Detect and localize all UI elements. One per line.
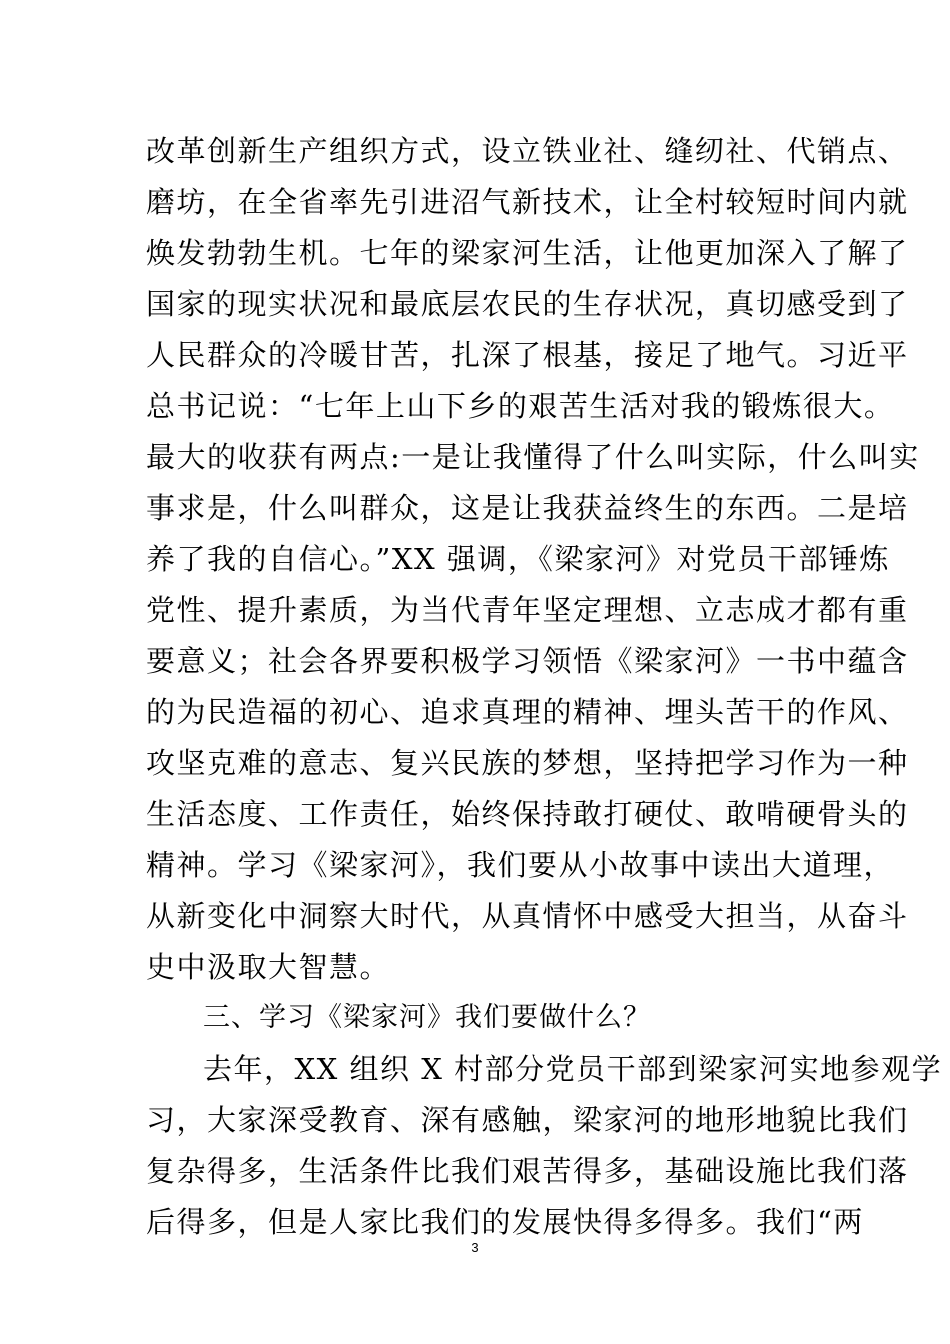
body-text-line: 攻坚克难的意志、复兴民族的梦想，坚持把学习作为一种 [146,746,909,780]
page-number: 3 [471,1240,479,1255]
body-text-line: 生活态度、工作责任，始终保持敢打硬仗、敢啃硬骨头的 [146,797,909,831]
body-text-line: 精神。学习《梁家河》，我们要从小故事中读出大道理， [146,848,895,882]
body-text-line: 党性、提升素质，为当代青年坚定理想、立志成才都有重 [146,593,909,627]
body-text-line: 焕发勃勃生机。七年的梁家河生活，让他更加深入了解了 [146,236,909,270]
body-text-line: 总书记说：“七年上山下乡的艰苦生活对我的锻炼很大。 [146,389,895,423]
body-text-line: 改革创新生产组织方式，设立铁业社、缝纫社、代销点、 [146,134,909,168]
body-text-line: 最大的收获有两点:一是让我懂得了什么叫实际，什么叫实 [146,440,920,474]
body-text-line: 史中汲取大智慧。 [146,950,391,984]
body-text-line: 国家的现实状况和最底层农民的生存状况，真切感受到了 [146,287,909,321]
body-text-line: 复杂得多，生活条件比我们艰苦得多，基础设施比我们落 [146,1154,909,1188]
section-heading: 三、学习《梁家河》我们要做什么？ [203,1002,651,1033]
body-text-line: 事求是，什么叫群众，这是让我获益终生的东西。二是培 [146,491,909,525]
body-text-line: 后得多，但是人家比我们的发展快得多得多。我们“两 [146,1205,864,1239]
paragraph-first-line: 去年，XX 组织 X 村部分党员干部到梁家河实地参观学 [203,1052,943,1086]
body-text-line: 人民群众的冷暖甘苦，扎深了根基，接足了地气。习近平 [146,338,909,372]
body-text-line: 的为民造福的初心、追求真理的精神、埋头苦干的作风、 [146,695,909,729]
body-text-line: 养了我的自信心。”XX 强调，《梁家河》对党员干部锤炼 [146,542,890,576]
body-text-line: 从新变化中洞察大时代，从真情怀中感受大担当，从奋斗 [146,899,909,933]
body-text-line: 习，大家深受教育、深有感触，梁家河的地形地貌比我们 [146,1103,909,1137]
body-text-line: 磨坊，在全省率先引进沼气新技术，让全村较短时间内就 [146,185,909,219]
body-text-line: 要意义；社会各界要积极学习领悟《梁家河》一书中蕴含 [146,644,909,678]
